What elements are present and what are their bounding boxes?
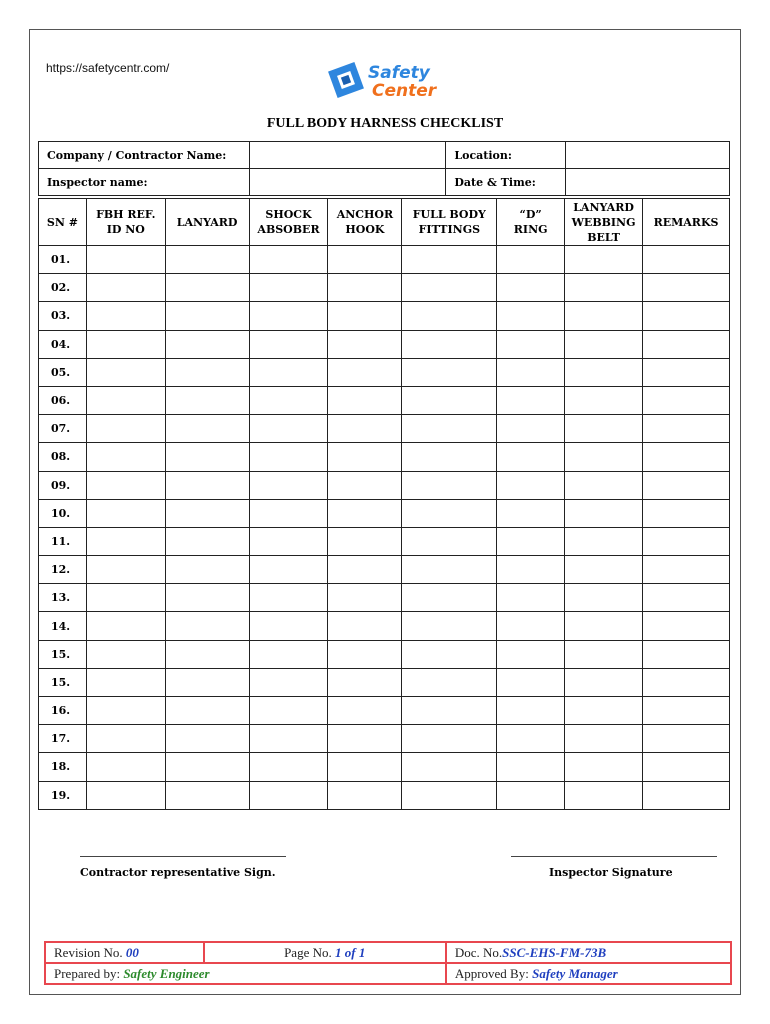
checklist-table: [38, 198, 730, 810]
logo-cube-icon: [328, 62, 364, 98]
checklist-entry-cell[interactable]: [86, 668, 165, 696]
checklist-entry-cell[interactable]: [402, 386, 497, 414]
checklist-entry-cell[interactable]: [402, 725, 497, 753]
checklist-entry-cell[interactable]: [328, 471, 402, 499]
approved-label: Approved By:: [454, 965, 529, 981]
checklist-entry-cell[interactable]: [565, 697, 643, 725]
serial-number-cell: 02.: [39, 274, 87, 302]
column-header-line: ANCHOR: [336, 208, 394, 221]
checklist-entry-cell[interactable]: [165, 753, 249, 781]
checklist-entry-cell[interactable]: [86, 527, 165, 555]
approved-by-cell: [446, 963, 731, 984]
checklist-entry-cell[interactable]: [402, 443, 497, 471]
column-header: [643, 199, 730, 246]
checklist-entry-cell[interactable]: [565, 330, 643, 358]
checklist-entry-cell[interactable]: [497, 415, 565, 443]
checklist-entry-cell[interactable]: [402, 274, 497, 302]
checklist-entry-cell[interactable]: [328, 415, 402, 443]
checklist-entry-cell[interactable]: [402, 640, 497, 668]
checklist-entry-cell[interactable]: [86, 753, 165, 781]
checklist-entry-cell[interactable]: [328, 302, 402, 330]
table-row: [39, 386, 730, 414]
checklist-entry-cell[interactable]: [328, 612, 402, 640]
table-body: [39, 246, 730, 810]
revision-value: 00: [125, 944, 139, 960]
checklist-entry-cell[interactable]: [643, 781, 730, 809]
checklist-entry-cell[interactable]: [249, 753, 328, 781]
inspector-sign-label: Inspector Signature: [549, 866, 673, 879]
revision-label: Revision No.: [54, 944, 123, 960]
checklist-entry-cell[interactable]: [643, 584, 730, 612]
checklist-entry-cell[interactable]: [86, 697, 165, 725]
table-row: [39, 330, 730, 358]
checklist-entry-cell[interactable]: [328, 274, 402, 302]
column-header-line: RING: [513, 223, 548, 236]
checklist-entry-cell[interactable]: [249, 246, 328, 274]
checklist-entry-cell[interactable]: [165, 302, 249, 330]
checklist-entry-cell[interactable]: [249, 527, 328, 555]
serial-number-cell: 07.: [39, 415, 87, 443]
checklist-entry-cell[interactable]: [402, 556, 497, 584]
prepared-value: Safety Engineer: [123, 965, 210, 981]
contractor-sign-label: Contractor representative Sign.: [80, 866, 276, 879]
logo-text-line2: Center: [372, 81, 437, 101]
checklist-entry-cell[interactable]: [165, 330, 249, 358]
checklist-entry-cell[interactable]: [86, 725, 165, 753]
inspector-sign-line: [511, 856, 717, 857]
column-header-line: LANYARD: [176, 215, 238, 229]
checklist-entry-cell[interactable]: [643, 330, 730, 358]
checklist-entry-cell[interactable]: [643, 358, 730, 386]
checklist-entry-cell[interactable]: [643, 471, 730, 499]
checklist-entry-cell[interactable]: [165, 612, 249, 640]
checklist-entry-cell[interactable]: [165, 274, 249, 302]
serial-number-cell: 04.: [39, 330, 87, 358]
checklist-entry-cell[interactable]: [249, 781, 328, 809]
page-label: Page No.: [284, 944, 332, 960]
checklist-entry-cell[interactable]: [565, 612, 643, 640]
checklist-entry-cell[interactable]: [565, 471, 643, 499]
checklist-entry-cell[interactable]: [497, 499, 565, 527]
checklist-entry-cell[interactable]: [165, 781, 249, 809]
checklist-entry-cell[interactable]: [402, 246, 497, 274]
checklist-entry-cell[interactable]: [643, 499, 730, 527]
table-row: [39, 415, 730, 443]
checklist-entry-cell[interactable]: [402, 668, 497, 696]
checklist-entry-cell[interactable]: [328, 443, 402, 471]
checklist-entry-cell[interactable]: [497, 584, 565, 612]
column-header-line: HOOK: [345, 223, 385, 236]
inspector-name-field[interactable]: [249, 169, 446, 196]
checklist-entry-cell[interactable]: [497, 527, 565, 555]
checklist-entry-cell[interactable]: [402, 415, 497, 443]
column-header: [86, 199, 165, 246]
doc-label: Doc. No.: [454, 944, 503, 960]
checklist-entry-cell[interactable]: [565, 556, 643, 584]
checklist-entry-cell[interactable]: [565, 499, 643, 527]
checklist-entry-cell[interactable]: [643, 386, 730, 414]
checklist-entry-cell[interactable]: [497, 640, 565, 668]
checklist-entry-cell[interactable]: [643, 274, 730, 302]
table-row: [39, 527, 730, 555]
column-header-line: LANYARD: [573, 200, 634, 214]
checklist-entry-cell[interactable]: [249, 386, 328, 414]
checklist-entry-cell[interactable]: [565, 386, 643, 414]
checklist-entry-cell[interactable]: [86, 443, 165, 471]
table-row: [39, 499, 730, 527]
checklist-entry-cell[interactable]: [643, 612, 730, 640]
checklist-entry-cell[interactable]: [402, 781, 497, 809]
checklist-entry-cell[interactable]: [328, 246, 402, 274]
checklist-entry-cell[interactable]: [497, 330, 565, 358]
serial-number-cell: 01.: [39, 246, 87, 274]
checklist-entry-cell[interactable]: [402, 358, 497, 386]
checklist-entry-cell[interactable]: [249, 584, 328, 612]
checklist-entry-cell[interactable]: [249, 668, 328, 696]
table-row: [39, 274, 730, 302]
checklist-entry-cell[interactable]: [328, 358, 402, 386]
checklist-entry-cell[interactable]: [165, 697, 249, 725]
column-header-line: “D”: [519, 208, 542, 221]
checklist-entry-cell[interactable]: [165, 386, 249, 414]
serial-number-cell: 15.: [39, 640, 87, 668]
table-row: [39, 302, 730, 330]
checklist-entry-cell[interactable]: [328, 753, 402, 781]
column-header-line: WEBBING: [571, 215, 636, 229]
table-row: [39, 781, 730, 809]
location-label: Location:: [446, 142, 566, 169]
checklist-entry-cell[interactable]: [497, 753, 565, 781]
checklist-entry-cell[interactable]: [402, 330, 497, 358]
logo-text-line1: Safety: [368, 63, 430, 83]
checklist-entry-cell[interactable]: [86, 386, 165, 414]
checklist-entry-cell[interactable]: [402, 584, 497, 612]
column-header-line: SHOCK: [265, 208, 312, 221]
column-header: [328, 199, 402, 246]
checklist-entry-cell[interactable]: [86, 302, 165, 330]
checklist-entry-cell[interactable]: [497, 725, 565, 753]
checklist-entry-cell[interactable]: [402, 527, 497, 555]
column-header: [165, 199, 249, 246]
checklist-entry-cell[interactable]: [565, 415, 643, 443]
page-value: 1 of 1: [335, 944, 366, 960]
checklist-entry-cell[interactable]: [402, 753, 497, 781]
checklist-entry-cell[interactable]: [86, 499, 165, 527]
approved-value: Safety Manager: [532, 965, 618, 981]
checklist-entry-cell[interactable]: [165, 246, 249, 274]
checklist-entry-cell[interactable]: [643, 640, 730, 668]
checklist-entry-cell[interactable]: [86, 612, 165, 640]
checklist-entry-cell[interactable]: [497, 781, 565, 809]
checklist-entry-cell[interactable]: [643, 415, 730, 443]
checklist-entry-cell[interactable]: [249, 358, 328, 386]
checklist-entry-cell[interactable]: [165, 725, 249, 753]
checklist-entry-cell[interactable]: [165, 584, 249, 612]
checklist-title: FULL BODY HARNESS CHECKLIST: [266, 116, 504, 131]
checklist-entry-cell[interactable]: [86, 781, 165, 809]
checklist-entry-cell[interactable]: [86, 415, 165, 443]
checklist-entry-cell[interactable]: [86, 330, 165, 358]
table-row: [39, 443, 730, 471]
checklist-entry-cell[interactable]: [328, 499, 402, 527]
checklist-entry-cell[interactable]: [643, 697, 730, 725]
checklist-entry-cell[interactable]: [328, 556, 402, 584]
document-footer: [44, 941, 732, 985]
checklist-entry-cell[interactable]: [249, 612, 328, 640]
checklist-entry-cell[interactable]: [328, 527, 402, 555]
checklist-entry-cell[interactable]: [497, 274, 565, 302]
checklist-entry-cell[interactable]: [402, 612, 497, 640]
table-row: [39, 725, 730, 753]
checklist-entry-cell[interactable]: [86, 640, 165, 668]
checklist-entry-cell[interactable]: [643, 246, 730, 274]
checklist-entry-cell[interactable]: [565, 725, 643, 753]
checklist-entry-cell[interactable]: [249, 725, 328, 753]
table-row: [39, 246, 730, 274]
checklist-entry-cell[interactable]: [165, 471, 249, 499]
serial-number-cell: 11.: [39, 527, 87, 555]
checklist-entry-cell[interactable]: [86, 274, 165, 302]
checklist-entry-cell[interactable]: [643, 527, 730, 555]
serial-number-cell: 17.: [39, 725, 87, 753]
checklist-entry-cell[interactable]: [328, 330, 402, 358]
checklist-entry-cell[interactable]: [249, 640, 328, 668]
column-header-line: SN #: [46, 215, 78, 229]
checklist-entry-cell[interactable]: [565, 246, 643, 274]
checklist-entry-cell[interactable]: [643, 443, 730, 471]
column-header-line: BELT: [587, 230, 620, 244]
date-time-field[interactable]: [566, 169, 730, 196]
checklist-entry-cell[interactable]: [565, 640, 643, 668]
checklist-entry-cell[interactable]: [497, 358, 565, 386]
checklist-entry-cell[interactable]: [497, 246, 565, 274]
checklist-entry-cell[interactable]: [497, 386, 565, 414]
checklist-entry-cell[interactable]: [402, 302, 497, 330]
prepared-label: Prepared by:: [54, 965, 121, 981]
checklist-entry-cell[interactable]: [328, 781, 402, 809]
checklist-entry-cell[interactable]: [497, 443, 565, 471]
serial-number-cell: 13.: [39, 584, 87, 612]
table-row: [39, 753, 730, 781]
checklist-entry-cell[interactable]: [86, 556, 165, 584]
checklist-entry-cell[interactable]: [249, 330, 328, 358]
serial-number-cell: 15.: [39, 668, 87, 696]
table-row: [39, 584, 730, 612]
table-row: [39, 471, 730, 499]
checklist-entry-cell[interactable]: [328, 584, 402, 612]
column-header-line: FULL BODY: [412, 208, 486, 221]
checklist-entry-cell[interactable]: [86, 471, 165, 499]
checklist-entry-cell[interactable]: [402, 697, 497, 725]
checklist-entry-cell[interactable]: [249, 471, 328, 499]
checklist-entry-cell[interactable]: [643, 668, 730, 696]
checklist-entry-cell[interactable]: [249, 556, 328, 584]
serial-number-cell: 05.: [39, 358, 87, 386]
column-header-line: ABSOBER: [257, 223, 320, 236]
checklist-entry-cell[interactable]: [565, 443, 643, 471]
table-row: [39, 697, 730, 725]
table-row: [39, 358, 730, 386]
checklist-entry-cell[interactable]: [249, 443, 328, 471]
column-header: [565, 199, 643, 246]
checklist-entry-cell[interactable]: [497, 302, 565, 330]
info-table: [38, 141, 730, 196]
checklist-entry-cell[interactable]: [643, 753, 730, 781]
checklist-entry-cell[interactable]: [328, 668, 402, 696]
column-header-line: FITTINGS: [418, 223, 481, 236]
checklist-entry-cell[interactable]: [249, 415, 328, 443]
checklist-entry-cell[interactable]: [402, 471, 497, 499]
checklist-entry-cell[interactable]: [165, 556, 249, 584]
checklist-entry-cell[interactable]: [643, 302, 730, 330]
checklist-entry-cell[interactable]: [497, 612, 565, 640]
checklist-entry-cell[interactable]: [643, 556, 730, 584]
checklist-entry-cell[interactable]: [402, 499, 497, 527]
checklist-entry-cell[interactable]: [165, 415, 249, 443]
date-time-label: Date & Time:: [446, 169, 566, 196]
table-row: [39, 640, 730, 668]
checklist-entry-cell[interactable]: [165, 668, 249, 696]
inspector-name-label: Inspector name:: [39, 169, 250, 196]
column-header-line: REMARKS: [653, 215, 719, 229]
checklist-entry-cell[interactable]: [497, 556, 565, 584]
company-field[interactable]: [249, 142, 446, 169]
checklist-entry-cell[interactable]: [86, 584, 165, 612]
column-header: [497, 199, 565, 246]
serial-number-cell: 18.: [39, 753, 87, 781]
contractor-sign-line: [80, 856, 286, 857]
checklist-entry-cell[interactable]: [249, 302, 328, 330]
checklist-entry-cell[interactable]: [328, 697, 402, 725]
checklist-entry-cell[interactable]: [497, 471, 565, 499]
safety-center-logo: [326, 56, 446, 104]
serial-number-cell: 19.: [39, 781, 87, 809]
serial-number-cell: 03.: [39, 302, 87, 330]
column-header: [39, 199, 87, 246]
checklist-entry-cell[interactable]: [86, 246, 165, 274]
column-header: [402, 199, 497, 246]
checklist-entry-cell[interactable]: [565, 753, 643, 781]
column-header-line: ID NO: [106, 223, 145, 236]
revision-cell: [45, 942, 204, 963]
checklist-entry-cell[interactable]: [565, 584, 643, 612]
serial-number-cell: 12.: [39, 556, 87, 584]
checklist-entry-cell[interactable]: [565, 781, 643, 809]
checklist-entry-cell[interactable]: [165, 499, 249, 527]
checklist-entry-cell[interactable]: [86, 358, 165, 386]
website-url[interactable]: https://safetycentr.com/: [46, 61, 170, 75]
checklist-entry-cell[interactable]: [565, 358, 643, 386]
serial-number-cell: 10.: [39, 499, 87, 527]
checklist-entry-cell[interactable]: [165, 358, 249, 386]
checklist-entry-cell[interactable]: [165, 640, 249, 668]
checklist-entry-cell[interactable]: [328, 640, 402, 668]
checklist-entry-cell[interactable]: [249, 274, 328, 302]
serial-number-cell: 16.: [39, 697, 87, 725]
column-header-line: FBH REF.: [96, 208, 156, 221]
company-label: Company / Contractor Name:: [39, 142, 250, 169]
checklist-entry-cell[interactable]: [565, 274, 643, 302]
checklist-entry-cell[interactable]: [565, 302, 643, 330]
serial-number-cell: 06.: [39, 386, 87, 414]
checklist-entry-cell[interactable]: [643, 725, 730, 753]
table-header-row: [39, 199, 730, 246]
table-row: [39, 612, 730, 640]
serial-number-cell: 08.: [39, 443, 87, 471]
doc-number-cell: [446, 942, 731, 963]
doc-value: SSC-EHS-FM-73B: [502, 944, 607, 960]
checklist-entry-cell[interactable]: [249, 697, 328, 725]
checklist-entry-cell[interactable]: [565, 668, 643, 696]
checklist-entry-cell[interactable]: [328, 386, 402, 414]
location-field[interactable]: [566, 142, 730, 169]
serial-number-cell: 14.: [39, 612, 87, 640]
page-number-cell: [204, 942, 446, 963]
checklist-entry-cell[interactable]: [165, 443, 249, 471]
table-row: [39, 556, 730, 584]
checklist-entry-cell[interactable]: [328, 725, 402, 753]
checklist-entry-cell[interactable]: [497, 668, 565, 696]
checklist-entry-cell[interactable]: [165, 527, 249, 555]
serial-number-cell: 09.: [39, 471, 87, 499]
table-row: [39, 668, 730, 696]
column-header: [249, 199, 328, 246]
checklist-entry-cell[interactable]: [565, 527, 643, 555]
prepared-by-cell: [45, 963, 446, 984]
checklist-entry-cell[interactable]: [497, 697, 565, 725]
checklist-entry-cell[interactable]: [249, 499, 328, 527]
